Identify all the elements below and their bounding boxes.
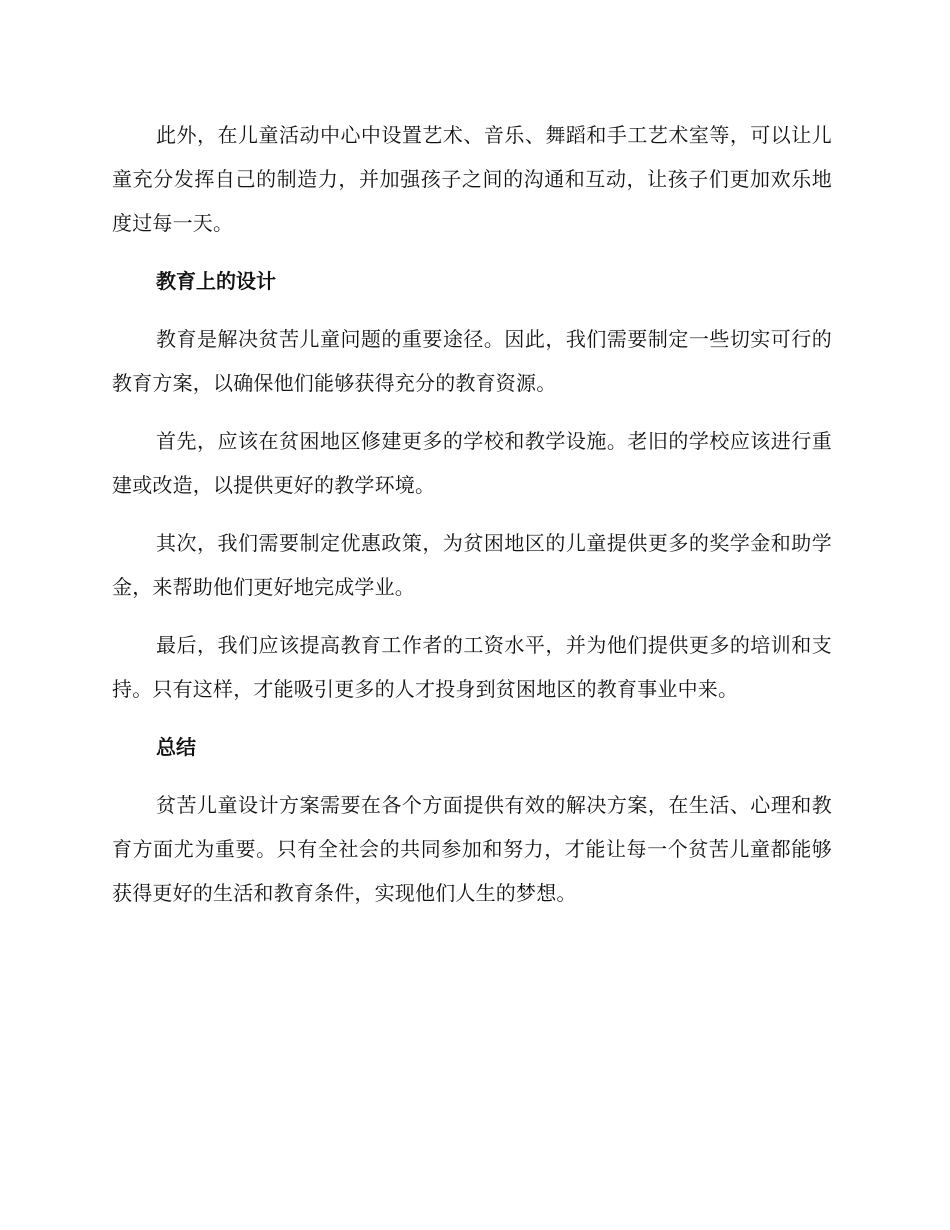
paragraph-education-intro: 教育是解决贫苦儿童问题的重要途径。因此，我们需要制定一些切实可行的教育方案，以确保他们能够获得充分的教育资源。 xyxy=(112,327,832,395)
section-heading-summary: 总结 xyxy=(156,735,196,759)
section-heading-education: 教育上的设计 xyxy=(156,269,276,293)
paragraph-build-schools: 首先，应该在贫困地区修建更多的学校和教学设施。老旧的学校应该进行重建或改造，以提供更好的教学环境。 xyxy=(112,429,832,497)
paragraph-activity-rooms: 此外，在儿童活动中心中设置艺术、音乐、舞蹈和手工艺术室等，可以让儿童充分发挥自己的制造力，并加强孩子之间的沟通和互动，让孩子们更加欢乐地度过每一天。 xyxy=(112,123,832,235)
paragraph-summary: 贫苦儿童设计方案需要在各个方面提供有效的解决方案，在生活、心理和教育方面尤为重要。只有全社会的共同参加和努力，才能让每一个贫苦儿童都能够获得更好的生活和教育条件，实现他们人生的梦想。 xyxy=(112,793,832,905)
paragraph-scholarships: 其次，我们需要制定优惠政策，为贫困地区的儿童提供更多的奖学金和助学金，来帮助他们更好地完成学业。 xyxy=(112,531,832,599)
paragraph-teacher-salaries: 最后，我们应该提高教育工作者的工资水平，并为他们提供更多的培训和支持。只有这样，才能吸引更多的人才投身到贫困地区的教育事业中来。 xyxy=(112,633,832,701)
